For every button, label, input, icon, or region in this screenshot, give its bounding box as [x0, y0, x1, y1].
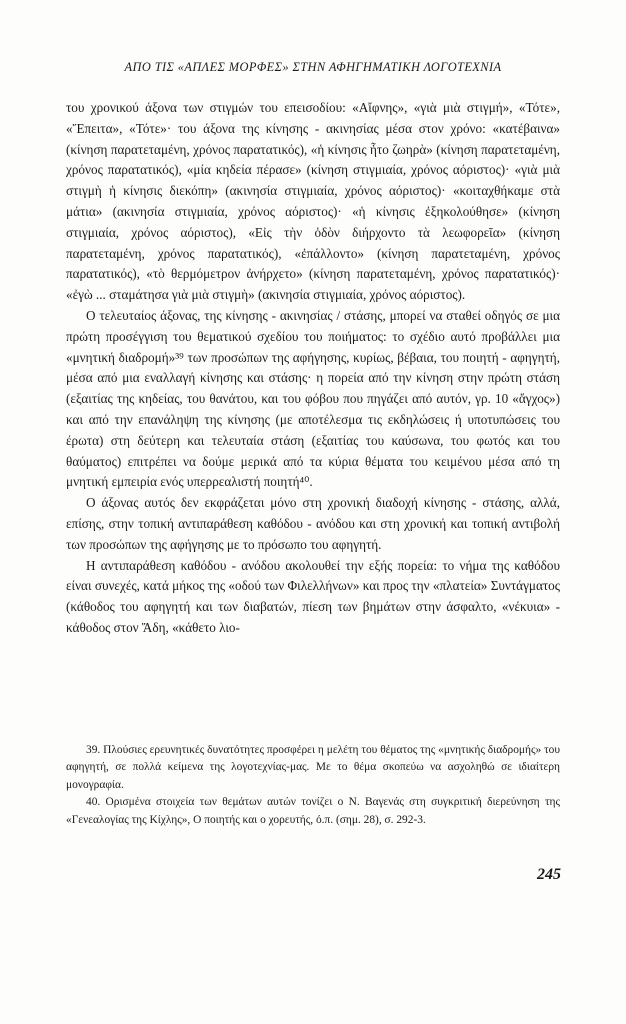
page-number: 245 [537, 866, 561, 883]
paragraph-3: Ο άξονας αυτός δεν εκφράζεται μόνο στη χρονική διαδοχή κίνησης - στάσης, αλλά, επίσης, στην τοπική αντιπαράθεση καθόδου - ανόδου και στη χρονική και τοπική αντιβολή των προσώπων της αφήγησης με το πρόσωπο του αφηγητή. [66, 495, 560, 552]
footnote-40: 40. Ορισμένα στοιχεία των θεμάτων αυτών τονίζει ο Ν. Βαγενάς στη συγκριτική διερεύνηση της «Γενεαλογίας της Κίχλης», Ο ποιητής και ο χορευτής, ό.π. (σημ. 28), σ. 292-3. [66, 796, 560, 826]
paragraph-1: του χρονικού άξονα των στιγμών του επεισοδίου: «Αἴφνης», «γιὰ μιὰ στιγμή», «Τότε», «Ἔπειτα», «Τότε»· του άξονα της κίνησης - ακινησίας μέσα στον χρόνο: «κατέβαινα» (κίνηση παρατεταμένη, χρόνος παρατατικός), «ἡ κίνησις ἦτο ζωηρὰ» (κίνηση παρατεταμένη, χρόνος παρατατικός), «μία κηδεία πέρασε» (κίνηση στιγμιαία, χρόνος αόριστος)· «γιὰ μιὰ στιγμὴ ἡ κίνησις διεκόπη» (ακινησία στιγμιαία, χρόνος αόριστος)· «κοιταχθήκαμε στὰ μάτια» (ακινησία στιγμιαία, χρόνος αόριστος)· «ἡ κίνησις ἐξηκολούθησε» (κίνηση στιγμιαία, χρόνος αόριστος), «Εἰς τὴν ὁδὸν διήρχοντο τὰ λεωφορεῖα» (κίνηση παρατεταμένη, χρόνος παρατατικός), «ἐπάλλοντο» (κίνηση παρατεταμένη, χρόνος παρατατικός), «τὸ θερμόμετρον ἀνήρχετο» (κίνηση παρατεταμένη, χρόνος παρατατικός)· «ἐγὼ ... σταμάτησα γιὰ μιὰ στιγμὴ» (ακινησία στιγμιαία, χρόνος αόριστος). [66, 100, 560, 303]
running-head: ΑΠΟ ΤΙΣ «ΑΠΛΕΣ ΜΟΡΦΕΣ» ΣΤΗΝ ΑΦΗΓΗΜΑΤΙΚΗ ΛΟΓΟΤΕΧΝΙΑ [124, 60, 502, 74]
paragraph-2: Ο τελευταίος άξονας, της κίνησης - ακινησίας / στάσης, μπορεί να σταθεί οδηγός σε μια πρώτη προσέγγιση του θεματικού σχεδίου του ποιήματος: το σχέδιο αυτό προβάλλει μια «μνητική διαδρομή»³⁹ των προσώπων της αφήγησης, κυρίως, βέβαια, του ποιητή - αφηγητή, μέσα από μια εναλλαγή κίνησης και στάσης· η πορεία από την κίνηση στην πρώτη στάση (εξαιτίας της κηδείας, του θανάτου, και του φόβου που πηγάζει από αυτόν, γρ. 10 «ἄγχος») και από την επανάληψη της κίνησης (με αποτέλεσμα τις εκδηλώσεις ή υποτυπώσεις του έρωτα) στη δεύτερη και τελευταία στάση (εξαιτίας του καύσωνα, του φωτός και του θαύματος) επιτρέπει να δούμε μερικά από τα κύρια θέματα του κειμένου μέσα από τη μνητική εμπειρία ενός υπερρεαλιστή ποιητή⁴⁰. [66, 307, 560, 490]
footnote-39: 39. Πλούσιες ερευνητικές δυνατότητες προσφέρει η μελέτη του θέματος της «μνητικής διαδρομής» του αφηγητή, σε πολλά κείμενα της λογοτεχνίας-μας. Με το θέμα σκοπεύω να ασχοληθώ σε ιδιαίτερη μονογραφία. [66, 744, 560, 791]
paragraph-4: Η αντιπαράθεση καθόδου - ανόδου ακολουθεί την εξής πορεία: το νήμα της καθόδου είναι συνεχές, κατά μήκος της «οδού των Φιλελλήνων» και προς την «πλατεία» Συντάγματος (κάθοδος του αφηγητή και των διαβατών, πίεση των βημάτων στην άσφαλτο, «νέκυια» - κάθοδος στον Ἅδη, «κάθετο λιο- [66, 557, 560, 635]
footnotes [66, 742, 560, 829]
body-text [66, 98, 560, 639]
